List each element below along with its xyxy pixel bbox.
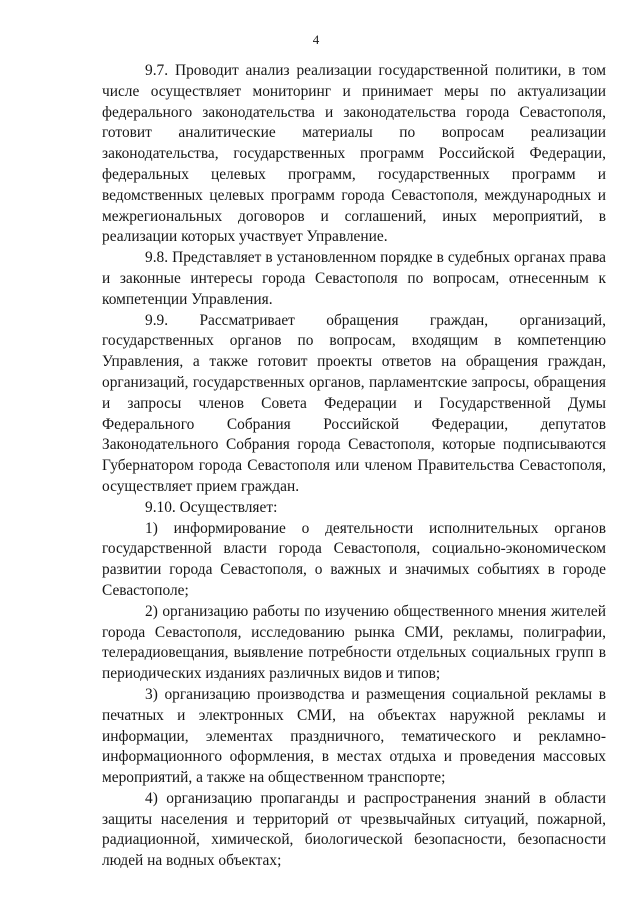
list-item-4: 4) организацию пропаганды и распространения знаний в области защиты населения и территорий от чрезвычайных ситуаций, пожарной, радиационной, химической, биологической безопасности, безопасности людей на водных объектах;: [102, 789, 606, 870]
paragraph-9-8: 9.8. Представляет в установленном порядке в судебных органах права и законные интересы города Севастополя по вопросам, отнесенным к компетенции Управления.: [102, 249, 606, 308]
paragraph-9-10: 9.10. Осуществляет:: [145, 498, 278, 516]
list-item-2: 2) организацию работы по изучению общественного мнения жителей города Севастополя, исследованию рынка СМИ, рекламы, полиграфии, телерадиовещания, выявление потребности отдельных социальных групп в периодических изданиях различных видов и типов;: [102, 602, 606, 683]
page-number: 4: [312, 32, 320, 47]
list-item-1: 1) информирование о деятельности исполнительных органов государственной власти города Севастополя, социально-экономическом развитии города Севастополя, о важных и значимых событиях в городе Севастополе;: [102, 519, 606, 599]
paragraph-9-9: 9.9. Рассматривает обращения граждан, организаций, государственных органов по вопросам, входящим в компетенцию Управления, а также готовит проекты ответов на обращения граждан, организаций, государственных органов, парламентские запросы, обращения и запросы членов Совета Федерации и Государственной Думы Федерального Собрания Российской Федерации, депутатов Законодательного Собрания города Севастополя, которые подписываются Губернатором города Севастополя или членом Правительства Севастополя, осуществляет прием граждан.: [102, 311, 606, 495]
list-item-3: 3) организацию производства и размещения социальной рекламы в печатных и электронных СМИ, на объектах наружной рекламы и информации, элементах праздничного, тематического и рекламно-информационного оформления, в местах отдыха и проведения массовых мероприятий, а также на общественном транспорте;: [102, 685, 606, 787]
document-body: [102, 61, 606, 872]
paragraph-9-7: 9.7. Проводит анализ реализации государственной политики, в том числе осуществляет мониторинг и принимает меры по актуализации федерального законодательства и законодательства города Севастополя, готовит аналитические материалы по вопросам реализации законодательства, государственных программ Российской Федерации, федеральных целевых программ, государственных программ и ведомственных целевых программ города Севастополя, международных и межрегиональных договоров и соглашений, иных мероприятий, в реализации которых участвует Управление.: [102, 62, 606, 246]
